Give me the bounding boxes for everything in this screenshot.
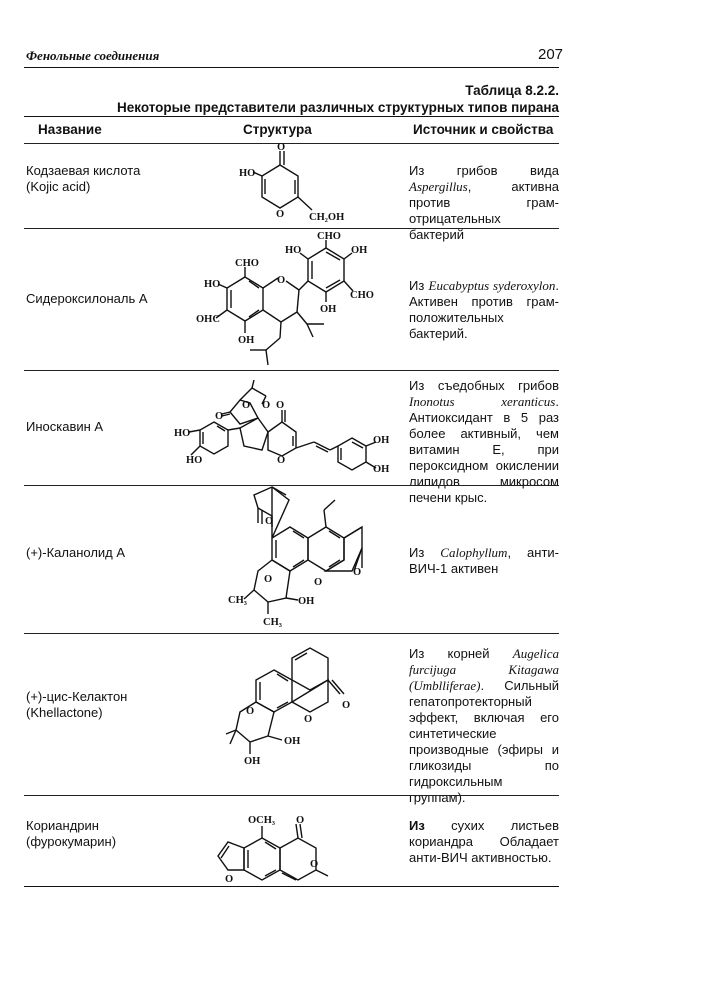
svg-text:OH: OH: [373, 435, 390, 446]
svg-text:OCH₃: OCH₃: [248, 815, 276, 826]
svg-text:O: O: [296, 815, 305, 826]
svg-text:OH: OH: [284, 736, 301, 747]
svg-text:OH: OH: [298, 596, 315, 607]
svg-text:O: O: [277, 455, 286, 466]
source-text: Из съедобных грибов Inonotus xeranticus. Антиоксидант в 5 раз более активный, чем витамин Е, при пероксидном окислении липидов микросом печени крыс.: [409, 378, 559, 505]
svg-text:O: O: [242, 400, 251, 411]
svg-text:O: O: [276, 400, 285, 411]
svg-text:O: O: [265, 516, 274, 527]
svg-text:O: O: [277, 275, 286, 286]
column-header-source: Источник и свойства: [413, 122, 554, 137]
svg-text:OH: OH: [244, 756, 261, 767]
svg-text:O: O: [215, 411, 224, 422]
svg-text:CHO: CHO: [235, 258, 259, 269]
svg-text:CHO: CHO: [317, 231, 341, 242]
svg-text:OH: OH: [351, 245, 368, 256]
svg-text:O: O: [264, 574, 273, 585]
compound-name: Кодзаевая кислота (Kojic acid): [26, 163, 141, 194]
table-number: Таблица 8.2.2.: [465, 83, 559, 98]
svg-text:HO: HO: [285, 245, 302, 256]
svg-text:OH: OH: [320, 304, 337, 315]
svg-text:O: O: [262, 400, 271, 411]
compound-name: (+)-Каланолид А: [26, 545, 126, 560]
svg-text:O: O: [304, 714, 313, 725]
column-header-name: Название: [38, 122, 102, 137]
svg-text:CH₃: CH₃: [228, 595, 247, 606]
svg-text:CHO: CHO: [350, 290, 374, 301]
svg-text:HO: HO: [204, 279, 221, 290]
column-header-structure: Структура: [243, 122, 312, 137]
svg-text:HO: HO: [186, 455, 203, 466]
svg-text:O: O: [314, 577, 323, 588]
compound-name: (+)-цис-Келактон (Khellactone): [26, 689, 128, 720]
compound-name: Иноскавин А: [26, 419, 104, 434]
svg-text:OH: OH: [238, 335, 255, 346]
running-title: Фенольные соединения: [26, 48, 160, 63]
svg-text:O: O: [353, 567, 362, 578]
source-text: Из Eucabyptus syderoxylon. Активен против грам-положительных бактерий.: [409, 278, 559, 341]
source-text: Из корней Augelica furcijuga Kitagawa (Umbllіferae). Сильный гепатопротекторный эффект, включая его синтетические производные (эфиры и гликозиды по гидроксильным группам).: [409, 646, 559, 805]
svg-text:O: O: [246, 706, 255, 717]
svg-text:OHC: OHC: [196, 314, 220, 325]
svg-text:CH₂OH: CH₂OH: [309, 212, 345, 223]
svg-text:HO: HO: [174, 428, 191, 439]
svg-text:O: O: [225, 874, 234, 885]
svg-text:O: O: [342, 700, 351, 711]
svg-text:O: O: [276, 209, 285, 220]
page-number: 207: [538, 46, 564, 63]
svg-text:O: O: [277, 142, 286, 153]
source-text: Из сухих листьев кориандра Обладает анти-ВИЧ активностью.: [409, 818, 559, 865]
source-text: Из Calophyllum, анти-ВИЧ-1 активен: [409, 545, 559, 576]
compound-name: Сидероксилональ А: [26, 291, 148, 306]
compound-name: Кориандрин (фурокумарин): [26, 818, 117, 849]
svg-text:O: O: [310, 859, 319, 870]
svg-text:CH₃: CH₃: [263, 617, 282, 628]
svg-text:OH: OH: [373, 464, 390, 475]
table-caption: Некоторые представители различных структурных типов пирана: [117, 100, 559, 115]
svg-text:HO: HO: [239, 168, 256, 179]
source-text: Из грибов вида Aspergillus, активна против грам-отрицательных бактерий: [409, 163, 559, 242]
